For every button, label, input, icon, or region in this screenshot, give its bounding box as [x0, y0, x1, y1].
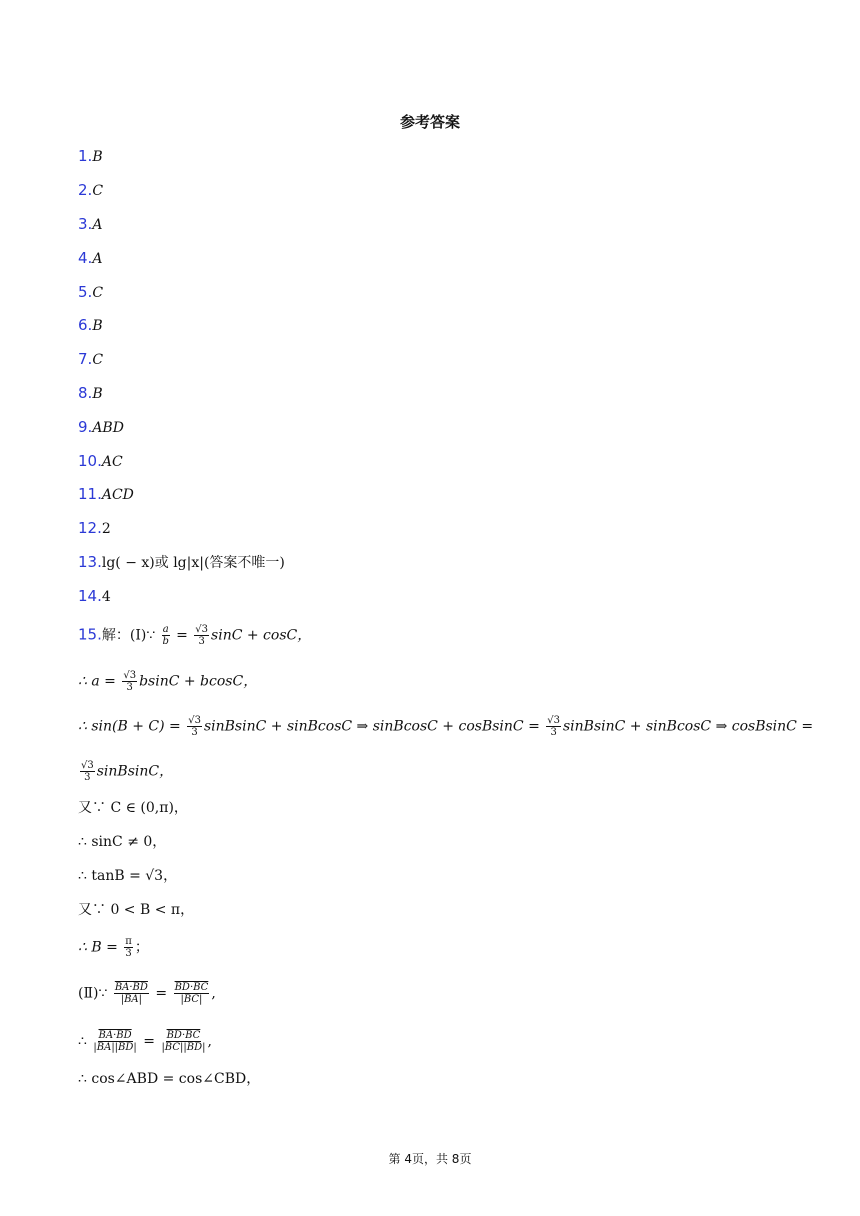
answer-item — [78, 451, 123, 472]
solution-line-12: ∴ cos∠ABD = cos∠CBD， — [78, 1071, 261, 1087]
solution-line-3: ∴ sin(B + C) = $\frac{√3}{3}$ sinBsinC + sinBcosC ⇒ sinBcosC + cosBsinC = $\frac{√3}{3}$ sinBsinC + sinBcosC ⇒ cosBsinC = — [78, 715, 814, 738]
question-number: 13. — [78, 553, 102, 571]
solution-line-6: ∴ sinC ≠ 0， — [78, 834, 167, 850]
fraction: $\frac{a}{b}$ — [162, 624, 169, 647]
answer-value: C — [92, 352, 104, 368]
page-title: 参考答案 — [399, 113, 460, 131]
answer-value: B — [92, 318, 103, 334]
answer-item — [78, 586, 111, 607]
answer-item — [78, 180, 103, 201]
answer-item — [78, 484, 134, 505]
question-number: 9. — [78, 418, 93, 436]
question-number: 10. — [78, 452, 102, 470]
answer-value: C — [92, 183, 104, 199]
solution-line-1: 15.解：(Ⅰ)∵ $\frac{a}{b}$ = $\frac{√3}{3}$ sinC + cosC， — [78, 624, 312, 647]
solution-line-9: ∴ B = $\frac{\pi}{3}$ ； — [78, 936, 149, 959]
answer-item — [78, 383, 103, 404]
solution-line-7: ∴ tanB = √3， — [78, 868, 178, 884]
question-number: 2. — [78, 181, 93, 199]
answer-item — [78, 146, 103, 167]
solution-line-4: $\frac{√3}{3}$ sinBsinC， — [81, 760, 174, 783]
solution-line-8: 又∵ 0 < B < π， — [78, 902, 195, 918]
answer-item — [78, 315, 103, 336]
answer-value: 2 — [101, 521, 111, 537]
question-number: 3. — [78, 215, 93, 233]
question-number: 11. — [78, 485, 102, 503]
answer-item — [78, 552, 285, 573]
question-number: 7. — [78, 350, 93, 368]
solution-line-5: 又∵ C ∈ (0,π)， — [78, 800, 188, 816]
answer-value: B — [92, 386, 103, 402]
solution-line-2: ∴ a = $\frac{√3}{3}$ bsinC + bcosC， — [78, 670, 258, 693]
answer-item — [78, 214, 102, 235]
answer-item — [78, 417, 124, 438]
answer-value: B — [92, 149, 103, 165]
answer-item — [78, 282, 103, 303]
answer-value: A — [92, 251, 103, 267]
answer-value: AC — [101, 454, 123, 470]
question-number: 1. — [78, 147, 93, 165]
solution-line-10: (Ⅱ)∵ $\frac{BA\cdot BD}{|BA|}$ = $\frac{BD\cdot BC}{|BC|}$ , — [78, 982, 216, 1005]
answer-value: lg( − x)或 lg|x|(答案不唯一) — [101, 555, 285, 571]
answer-value: C — [92, 285, 104, 301]
fraction: $\frac{√3}{3}$ — [195, 624, 209, 647]
answer-value: 4 — [101, 589, 111, 605]
page-footer: 第 4页，共 8页 — [388, 1152, 472, 1166]
answer-value: ACD — [101, 487, 134, 503]
question-number: 5. — [78, 283, 93, 301]
question-number: 4. — [78, 249, 93, 267]
answer-value: A — [92, 217, 103, 233]
answer-item — [78, 518, 111, 539]
answer-item — [78, 248, 102, 269]
question-number: 8. — [78, 384, 93, 402]
question-number: 12. — [78, 519, 102, 537]
answer-item — [78, 349, 103, 370]
solution-line-11: ∴ $\frac{BA\cdot BD}{|BA||BD|}$ = $\frac{BD\cdot BC}{|BC||BD|}$ , — [78, 1030, 212, 1053]
question-number: 6. — [78, 316, 93, 334]
question-number: 15. — [78, 625, 102, 644]
question-number: 14. — [78, 587, 102, 605]
answer-value: ABD — [92, 420, 124, 436]
